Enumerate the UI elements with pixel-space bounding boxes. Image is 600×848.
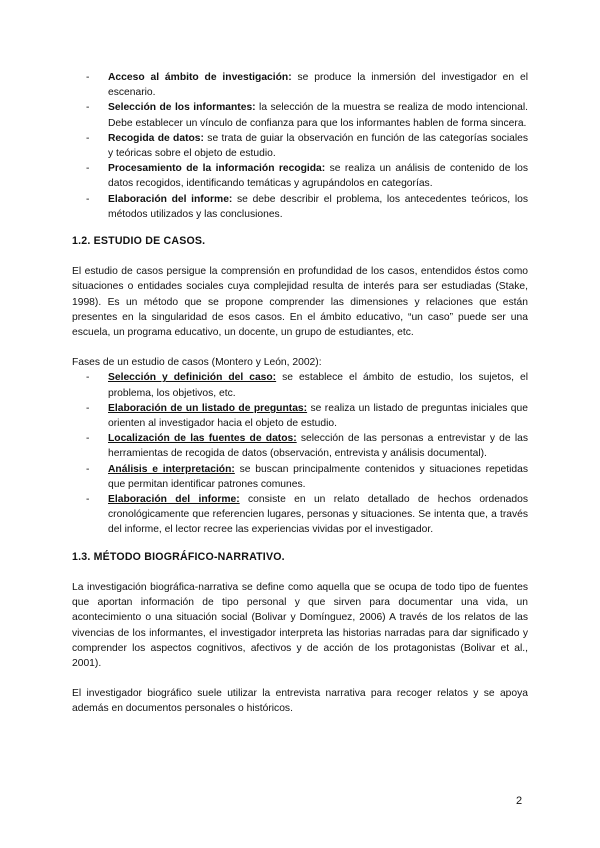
list-item	[72, 431, 528, 461]
list-item-term: Localización de las fuentes de datos:	[108, 433, 297, 445]
list-item-text: se trata de guiar la observación en función de las categorías sociales y teóricas sobre el objeto de estudio.	[108, 132, 529, 160]
biographic-paragraph-1: La investigación biográfica-narrativa se define como aquella que se ocupa de todo tipo de fuentes que aportan información de tipo personal y que sirven para documentar una vida, un acontecimiento o una situación social (Bolivar y Domínguez, 2006) A través de los relatos de las vivencias de los informantes, el investigador interpreta las historias narradas para dar significado y comprender los aspectos cognitivos, afectivos y de acción de los protagonistas (Bolivar et al., 2001).	[72, 581, 528, 669]
list-item-text: selección de las personas a entrevistar y de las herramientas de recogida de datos (observación, entrevista y análisis documental).	[108, 433, 528, 460]
list-item	[72, 462, 528, 492]
list-item-text: se establece el ámbito de estudio, los sujetos, el problema, los objetivos, etc.	[108, 372, 528, 399]
list-item-term: Selección de los informantes:	[108, 102, 256, 114]
list-item	[72, 401, 528, 431]
page-number: 2	[516, 795, 523, 807]
case-study-phases-intro: Fases de un estudio de casos (Montero y León, 2002):	[72, 357, 322, 369]
list-item-term: Acceso al ámbito de investigación:	[108, 72, 292, 83]
list-item-text: se produce la inmersión del investigador en el escenario.	[108, 72, 528, 99]
section-heading-case-study: 1.2. ESTUDIO DE CASOS.	[72, 235, 206, 248]
biographic-paragraph-2: El investigador biográfico suele utilizar la entrevista narrativa para recoger relatos y se apoya además en documentos personales o históricos.	[72, 688, 528, 715]
list-item-term: Análisis e interpretación:	[108, 463, 235, 475]
list-item-term: Elaboración de un listado de preguntas:	[108, 402, 308, 414]
list-item	[72, 70, 528, 100]
research-phases-list	[72, 70, 528, 222]
list-item-term: Procesamiento de la información recogida:	[108, 163, 326, 175]
list-item	[72, 192, 528, 222]
list-item-text: se debe describir el problema, los antecedentes teóricos, los métodos utilizados y las conclusiones.	[108, 193, 528, 220]
list-item-text: se realiza un análisis de contenido de los datos recogidos, identificando temáticas y agrupándolos en categorías.	[108, 163, 528, 190]
section-heading-biographic: 1.3. MÉTODO BIOGRÁFICO-NARRATIVO.	[72, 550, 285, 563]
list-item-term: Elaboración del informe:	[108, 494, 240, 506]
case-study-paragraph: El estudio de casos persigue la comprensión en profundidad de los casos, entendidos éstos como situaciones o entidades sociales cuya complejidad resulta de interés para ser estudiadas (Stake, 1998). Es un método que se propone comprender las dimensiones y relaciones que están presentes en la singularidad de esos casos. En el ámbito educativo, “un caso” puede ser una escuela, un programa educativo, un docente, un grupo de estudiantes, etc.	[72, 266, 528, 339]
list-item-term: Selección y definición del caso:	[108, 372, 277, 384]
list-item-text: se buscan principalmente contenidos y situaciones repetidas que permitan identificar patrones comunes.	[108, 463, 528, 490]
list-item	[72, 161, 528, 191]
list-item	[72, 131, 528, 161]
list-item	[72, 492, 528, 538]
list-item-text: consiste en un relato detallado de hechos ordenados cronológicamente que referencien lugares, personas y situaciones. Se intenta que, a través del informe, el lector recree las experiencias vividas por el investigador.	[108, 494, 528, 536]
list-item-text: la selección de la muestra se realiza de modo intencional. Debe establecer un vínculo de confianza para que los informantes hablen de forma sincera.	[108, 102, 528, 129]
list-item-term: Elaboración del informe:	[108, 193, 233, 205]
list-item	[72, 370, 528, 400]
list-item	[72, 100, 528, 130]
list-item-term: Recogida de datos:	[108, 132, 204, 144]
case-study-phases-list	[72, 370, 528, 537]
list-item-text: se realiza un listado de preguntas iniciales que orienten al investigador hacia el objeto de estudio.	[108, 402, 528, 430]
page-content	[72, 70, 528, 717]
